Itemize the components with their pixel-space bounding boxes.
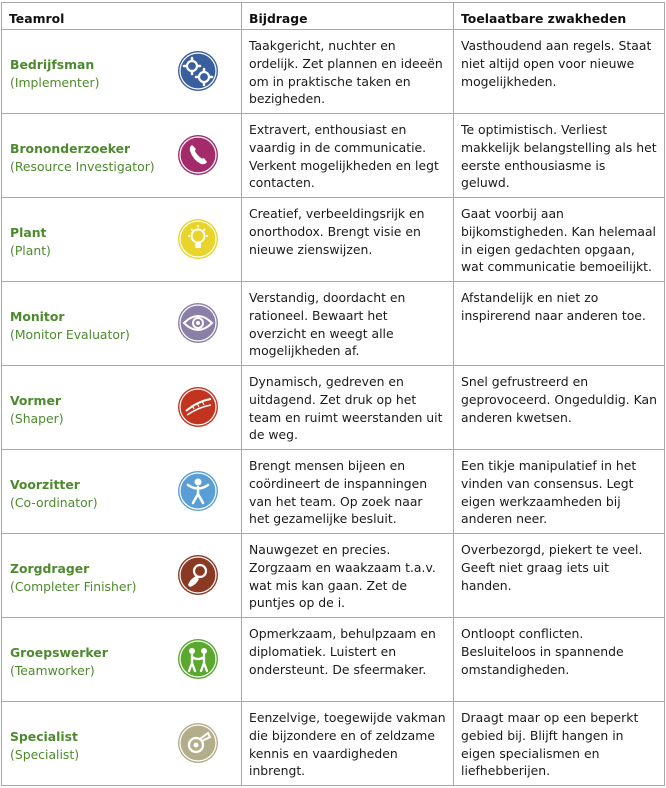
table-row [2,618,665,702]
weakness-cell: Afstandelijk en niet zo inspirerend naar anderen toe. [454,282,665,366]
role-english-name: (Teamworker) [10,663,95,678]
contribution-cell: Dynamisch, gedreven en uitdagend. Zet druk op het team en ruimt weerstanden uit de weg. [242,366,454,450]
contribution-cell: Extravert, enthousiast en vaardig in de communicatie. Verkent mogelijkheden en legt contacten. [242,114,454,198]
gears-icon [176,49,220,93]
role-cell [2,450,242,534]
table-row [2,534,665,618]
header-row [2,3,665,30]
contribution-cell: Taakgericht, nuchter en ordelijk. Zet plannen en ideeën om in praktische taken en bezigheden. [242,30,454,114]
contribution-cell: Eenzelvige, toegewijde vakman die bijzondere en of zeldzame kennis en vaardigheden inbrengt. [242,702,454,786]
role-english-name: (Completer Finisher) [10,579,137,594]
table-row [2,366,665,450]
table-row [2,30,665,114]
contribution-cell: Verstandig, doordacht en rationeel. Bewaart het overzicht en weegt alle mogelijkheden af. [242,282,454,366]
people-icon [176,637,220,681]
role-cell [2,702,242,786]
lightbulb-icon [176,217,220,261]
role-cell [2,282,242,366]
weakness-cell: Vasthoudend aan regels. Staat niet altijd open voor nieuwe mogelijkheden. [454,30,665,114]
role-cell [2,366,242,450]
role-cell [2,30,242,114]
role-name: Groepswerker [10,645,108,660]
role-english-name: (Plant) [10,243,51,258]
contribution-cell: Creatief, verbeeldingsrijk en onorthodox. Brengt visie en nieuwe zienswijzen. [242,198,454,282]
header-bijdrage: Bijdrage [242,3,454,30]
role-english-name: (Specialist) [10,747,80,762]
phone-icon [176,133,220,177]
magnifier-icon [176,553,220,597]
contribution-cell: Opmerkzaam, behulpzaam en diplomatiek. Luistert en ondersteunt. De sfeermaker. [242,618,454,702]
role-english-name: (Co-ordinator) [10,495,98,510]
contribution-cell: Brengt mensen bijeen en coördineert de inspanningen van het team. Op zoek naar het gezamelijke besluit. [242,450,454,534]
role-name: Specialist [10,729,78,744]
weakness-cell: Snel gefrustreerd en geprovoceerd. Ongeduldig. Kan anderen kwetsen. [454,366,665,450]
role-english-name: (Resource Investigator) [10,159,155,174]
role-name: Monitor [10,309,65,324]
role-cell [2,114,242,198]
table-row [2,702,665,786]
header-zwakheden: Toelaatbare zwakheden [454,3,665,30]
weakness-cell: Ontloopt conflicten. Besluiteloos in spannende omstandigheden. [454,618,665,702]
weakness-cell: Overbezorgd, piekert te veel. Geeft niet graag iets uit handen. [454,534,665,618]
table-row [2,198,665,282]
role-cell [2,618,242,702]
eye-icon [176,301,220,345]
role-name: Voorzitter [10,477,80,492]
role-name: Zorgdrager [10,561,90,576]
role-cell [2,198,242,282]
horn-icon [176,721,220,765]
role-cell [2,534,242,618]
weakness-cell: Draagt maar op een beperkt gebied bij. Blijft hangen in eigen specialismen en liefhebberijen. [454,702,665,786]
role-name: Plant [10,225,47,240]
weakness-cell: Gaat voorbij aan bijkomstigheden. Kan helemaal in eigen gedachten opgaan, wat communicatie bemoeilijkt. [454,198,665,282]
role-english-name: (Monitor Evaluator) [10,327,130,342]
person-icon [176,469,220,513]
contribution-cell: Nauwgezet en precies. Zorgzaam en waakzaam t.a.v. wat mis kan gaan. Zet de puntjes op de i. [242,534,454,618]
ball-icon [176,385,220,429]
role-name: Brononderzoeker [10,141,131,156]
weakness-cell: Een tikje manipulatief in het vinden van consensus. Legt eigen werkzaamheden bij anderen neer. [454,450,665,534]
table-row [2,282,665,366]
table-row [2,114,665,198]
role-english-name: (Shaper) [10,411,64,426]
role-name: Vormer [10,393,61,408]
table-row [2,450,665,534]
team-roles-table [1,2,665,786]
role-english-name: (Implementer) [10,75,100,90]
header-teamrol: Teamrol [2,3,242,30]
role-name: Bedrijfsman [10,57,95,72]
weakness-cell: Te optimistisch. Verliest makkelijk belangstelling als het eerste enthousiasme is geluwd. [454,114,665,198]
